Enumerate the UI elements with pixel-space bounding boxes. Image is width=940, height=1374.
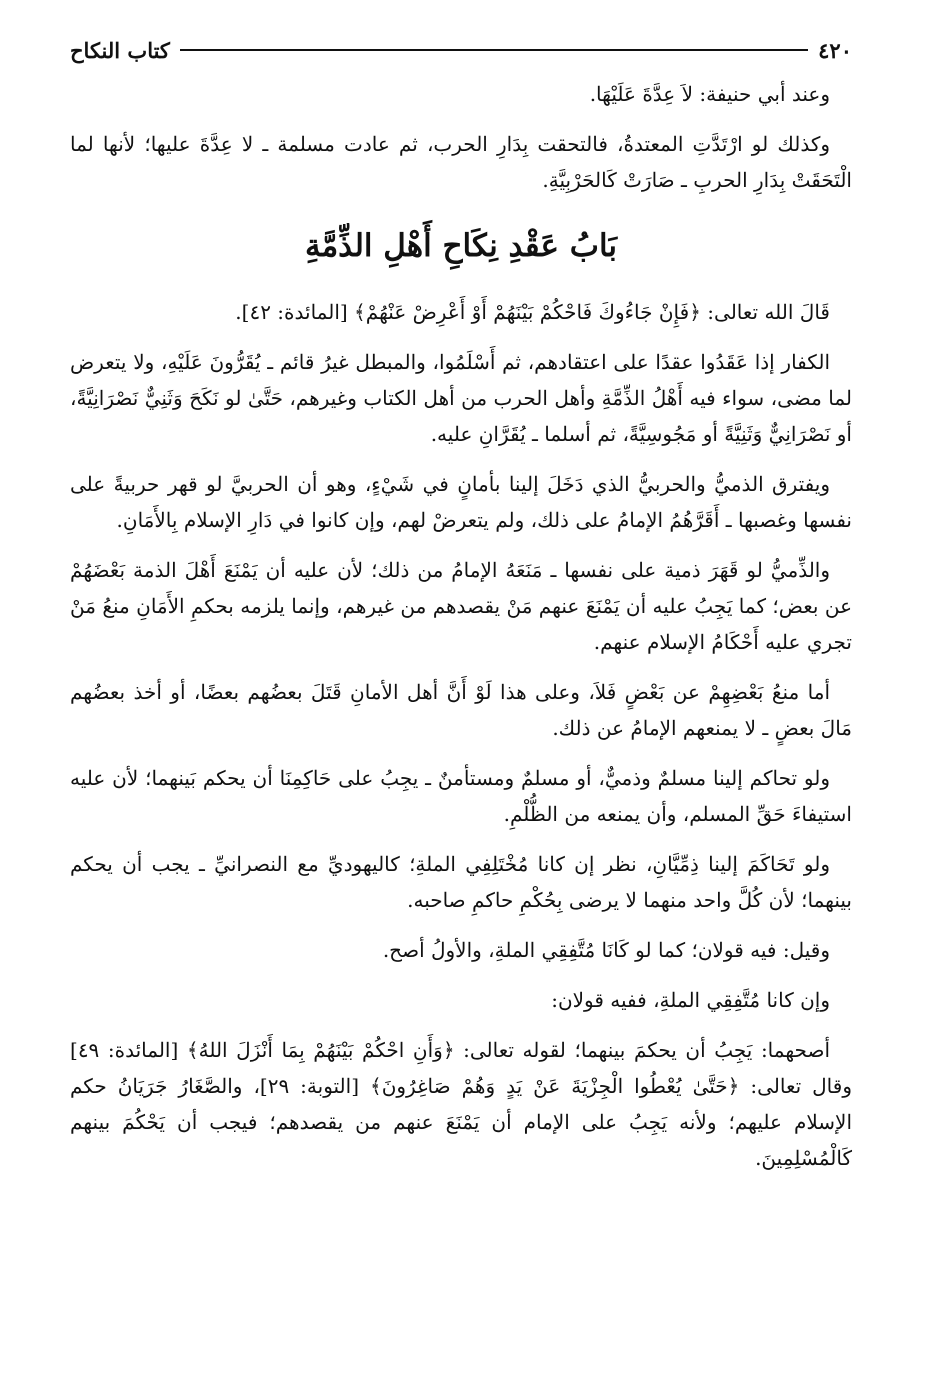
paragraph: وإن كانا مُتَّفِقِي الملةِ، ففيه قولان: — [551, 988, 830, 1012]
paragraph: قَالَ الله تعالى: ﴿فَإِنْ جَاءُوكَ فَاحْكُمْ بَيْنَهُمْ أَوْ أَعْرِضْ عَنْهُمْ﴾ [المائدة: ٤٢]. — [235, 300, 830, 324]
paragraph: وعند أبي حنيفة: لاَ عِدَّةَ عَلَيْهَا. — [589, 82, 830, 106]
running-title: كتاب النكاح — [70, 37, 170, 63]
paragraph: وقيل: فيه قولان؛ كما لو كَانَا مُتَّفِقِي الملةِ، والأولُ أصح. — [382, 938, 830, 962]
paragraph: ولو تَحَاكَمَ إلينا ذِمِّيَّانِ، نظر إن كانا مُخْتَلِفِي الملةِ؛ كاليهوديِّ مع النصرانيِّ ـ يجب أن يحكم بينهما؛ لأن كُلَّ واحد منهما لا يرضى بِحُكْمِ حاكمِ صاحبه. — [70, 852, 852, 912]
paragraph: أما منعُ بَعْضِهِمْ عن بَعْضٍ فَلاَ، وعلى هذا لَوْ أَنَّ أهل الأمانِ قَتَلَ بعضُهم بعضًا، أو أخذ بعضُهم مَالَ بعضٍ ـ لا يمنعهم الإمامُ عن ذلك. — [70, 680, 852, 740]
paragraph: ويفترق الذميُّ والحربيُّ الذي دَخَلَ إلينا بأمانٍ في شَيْءٍ، وهو أن الحربيَّ لو قهر حربيةً على نفسها وغصبها ـ أَقَرَّهُمُ الإمامُ على ذلك، ولم يتعرضْ لهم، وإن كانوا في دَارِ الإسلام بِالأَمَانِ. — [70, 472, 852, 532]
paragraph: ولو تحاكم إلينا مسلمٌ وذميٌّ، أو مسلمٌ ومستأمنٌ ـ يجِبُ على حَاكِمِنَا أن يحكم بَينهما؛ لأن عليه استيفاءَ حَقِّ المسلم، وأن يمنعه من الظُّلْمِ. — [70, 766, 852, 826]
page-number: ٤٢٠ — [818, 37, 852, 63]
paragraph: وكذلك لو ارْتَدَّتِ المعتدةُ، فالتحقت بِدَارِ الحرب، ثم عادت مسلمة ـ لا عِدَّةَ عليها؛ لأنها لما الْتَحَقَتْ بِدَارِ الحربِ ـ صَارَتْ كَالحَرْبِيَّةِ. — [70, 132, 852, 192]
paragraph: والذِّميُّ لو قَهَرَ ذمية على نفسها ـ مَنَعَهُ الإمامُ من ذلك؛ لأن عليه أن يَمْنَعَ أَهْلَ الذمة بَعْضَهُمْ عن بعض؛ كما يَجِبُ عليه أن يَمْنَعَ عنهم مَنْ يقصدهم من غيرهم، وإنما يلزمه بحكمِ الأَمَانِ منعُ مَنْ تجري عليه أَحْكَامُ الإسلام عنهم. — [70, 558, 852, 654]
page-body — [70, 76, 852, 1176]
page-header — [70, 30, 852, 70]
book-page — [70, 30, 852, 1190]
paragraph: أصحهما: يَجِبُ أن يحكمَ بينهما؛ لقوله تعالى: ﴿وَأَنِ احْكُمْ بَيْنَهُمْ بِمَا أَنْزَلَ اللهُ﴾ [المائدة: ٤٩] وقال تعالى: ﴿حَتَّىٰ يُعْطُوا الْجِزْيَةَ عَنْ يَدٍ وَهُمْ صَاغِرُونَ﴾ [التوبة: ٢٩]، والصَّغَارُ جَرَيَانُ حكم الإسلام عليهم؛ ولأنه يَجِبُ على الإمام أن يَمْنَعَ عنهم من يقصدهم؛ فيجب أن يَحْكُمَ بينهم كَالْمُسْلِمِينَ. — [70, 1038, 852, 1170]
paragraph: الكفار إذا عَقَدُوا عقدًا على اعتقادهم، ثم أَسْلَمُوا، والمبطل غيرُ قائم ـ يُقَرُّونَ عَلَيْهِ، ولا يتعرض لما مضى، سواء فيه أَهْلُ الذِّمَّةِ وأهل الحرب من أهل الكتاب وغيرهم، حَتَّىٰ لو نَكَحَ وَثَنِيٌّ نَصْرَانِيَّةً، أو نَصْرَانِيٌّ وَثَنِيَّةً أو مَجُوسِيَّةً، ثم أسلما ـ يُقَرَّانِ عليه. — [70, 350, 852, 446]
header-rule — [180, 49, 808, 51]
chapter-title: بَابُ عَقْدِ نِكَاحِ أَهْلِ الذِّمَّةِ — [304, 228, 618, 264]
